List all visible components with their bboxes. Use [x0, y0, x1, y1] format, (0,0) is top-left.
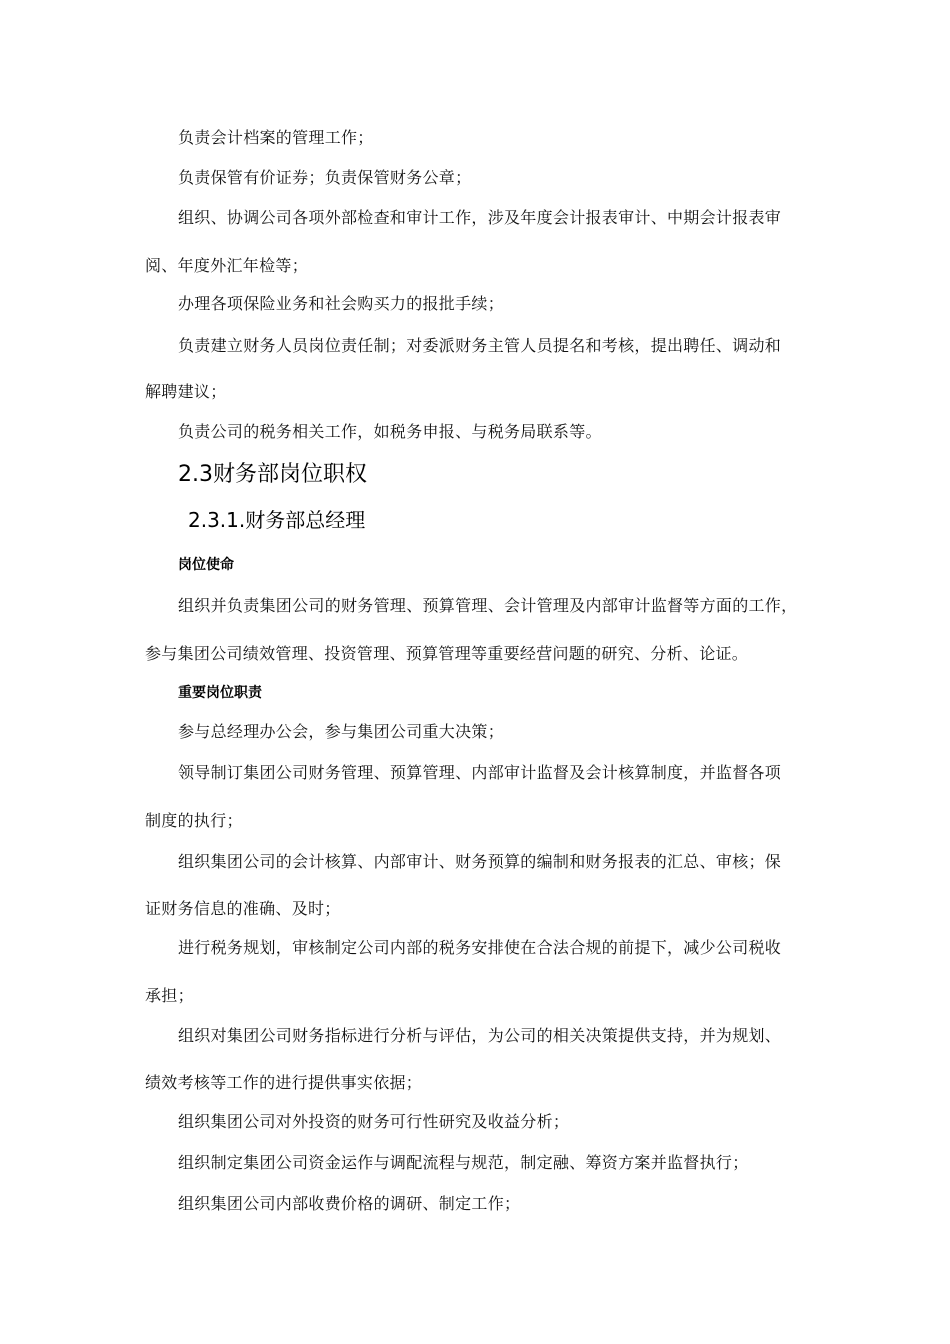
paragraph-line: 组织集团公司对外投资的财务可行性研究及收益分析；: [178, 1112, 570, 1131]
paragraph-line: 进行税务规划，审核制定公司内部的税务安排使在合法合规的前提下，减少公司税收: [178, 938, 782, 957]
paragraph-line: 参与集团公司绩效管理、投资管理、预算管理等重要经营问题的研究、分析、论证。: [145, 644, 749, 663]
paragraph-line: 组织对集团公司财务指标进行分析与评估，为公司的相关决策提供支持，并为规划、: [178, 1026, 782, 1045]
paragraph-line: 办理各项保险业务和社会购买力的报批手续；: [178, 294, 505, 313]
paragraph-line: 领导制订集团公司财务管理、预算管理、内部审计监督及会计核算制度，并监督各项: [178, 763, 782, 782]
paragraph-line: 组织、协调公司各项外部检查和审计工作，涉及年度会计报表审计、中期会计报表审: [178, 208, 782, 227]
subsection-heading: 2.3.1.财务部总经理: [188, 508, 366, 532]
section-heading: 2.3财务部岗位职权: [178, 462, 367, 487]
paragraph-line: 阅、年度外汇年检等；: [145, 256, 309, 275]
paragraph-line: 组织制定集团公司资金运作与调配流程与规范，制定融、筹资方案并监督执行；: [178, 1153, 749, 1172]
paragraph-line: 组织集团公司内部收费价格的调研、制定工作；: [178, 1194, 521, 1213]
paragraph-line: 负责保管有价证券；负责保管财务公章；: [178, 168, 472, 187]
paragraph-line: 承担；: [145, 986, 194, 1005]
paragraph-line: 负责建立财务人员岗位责任制；对委派财务主管人员提名和考核，提出聘任、调动和: [178, 336, 782, 355]
paragraph-line: 负责公司的税务相关工作，如税务申报、与税务局联系等。: [178, 422, 602, 441]
paragraph-line: 制度的执行；: [145, 811, 243, 830]
paragraph-line: 解聘建议；: [145, 382, 227, 401]
paragraph-line: 组织集团公司的会计核算、内部审计、财务预算的编制和财务报表的汇总、审核；保: [178, 852, 782, 871]
paragraph-line: 负责会计档案的管理工作；: [178, 128, 374, 147]
paragraph-line: 绩效考核等工作的进行提供事实依据；: [145, 1073, 423, 1092]
duties-label: 重要岗位职责: [178, 685, 262, 701]
paragraph-line: 参与总经理办公会，参与集团公司重大决策；: [178, 722, 505, 741]
paragraph-line: 证财务信息的准确、及时；: [145, 899, 341, 918]
mission-label: 岗位使命: [178, 557, 234, 573]
paragraph-line: 组织并负责集团公司的财务管理、预算管理、会计管理及内部审计监督等方面的工作，: [178, 596, 798, 615]
